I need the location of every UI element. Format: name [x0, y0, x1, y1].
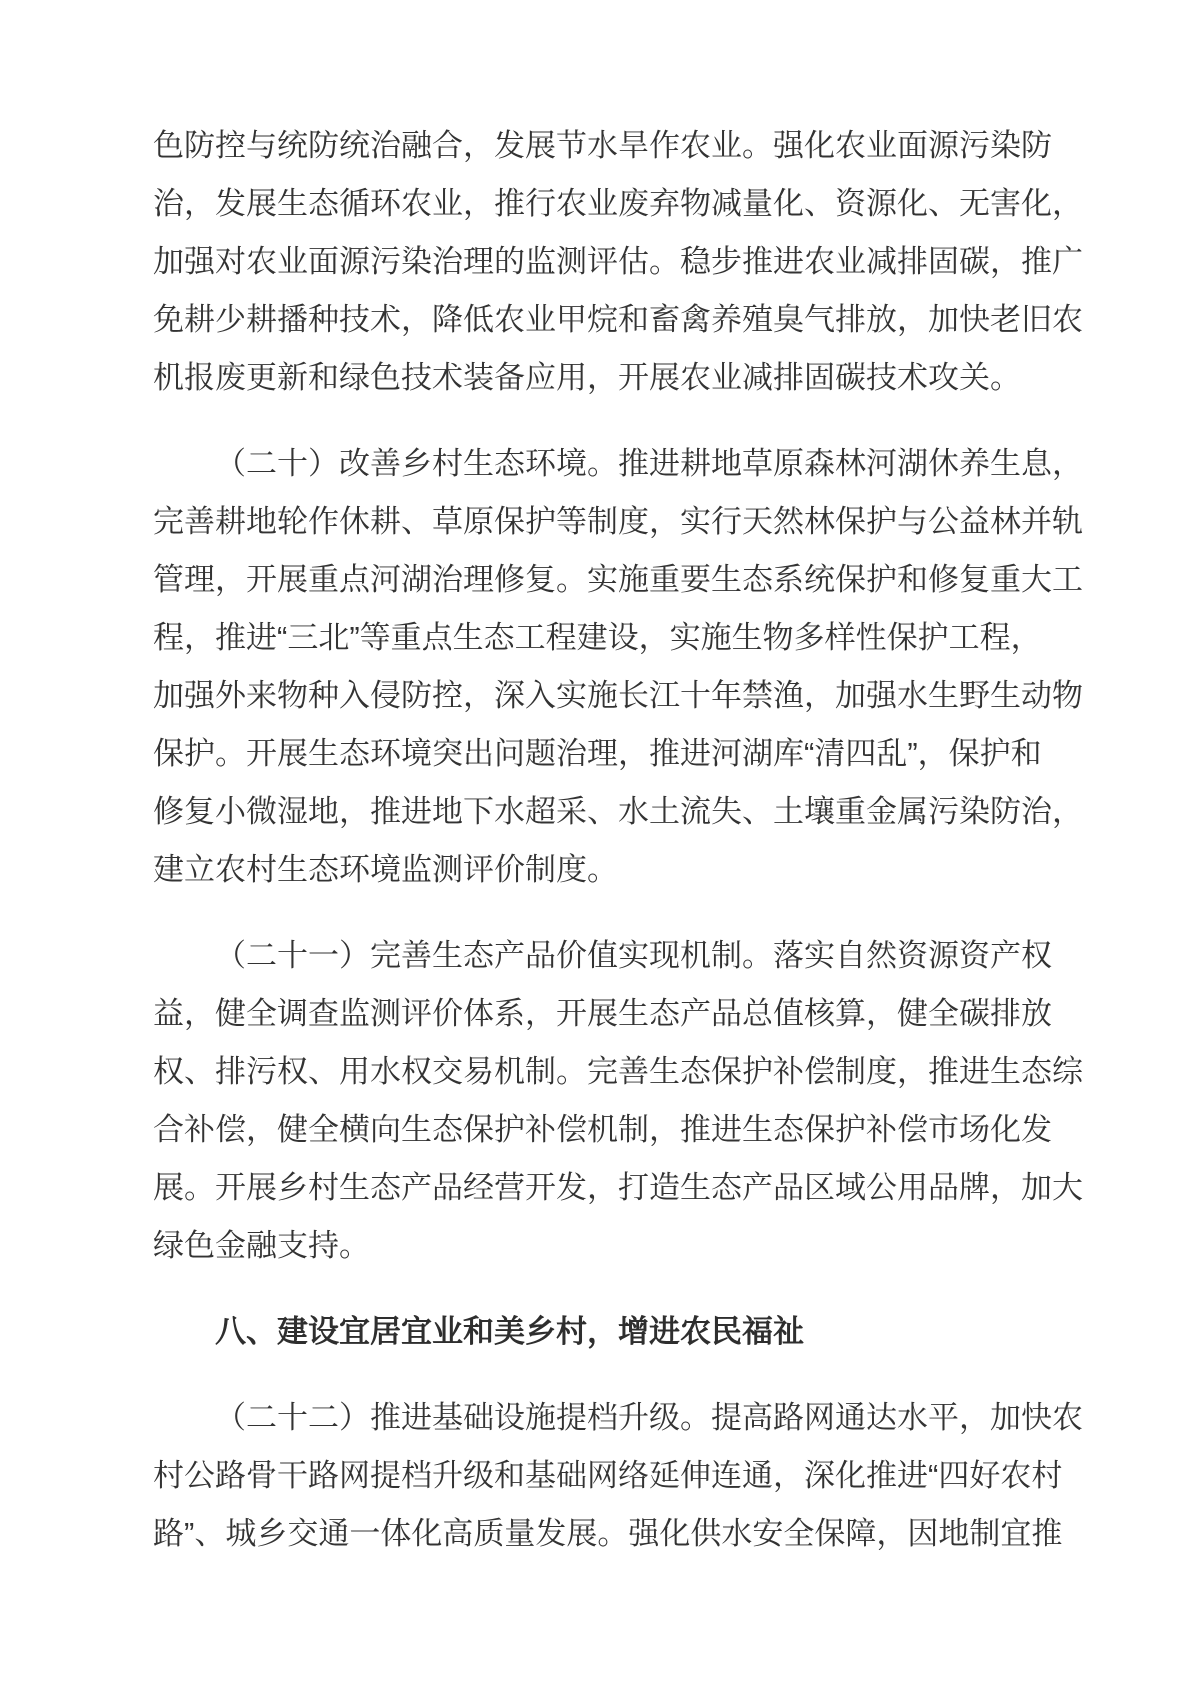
- section-8-heading: [153, 1303, 1049, 1361]
- text-line: 加强对农业面源污染治理的监测评估。稳步推进农业减排固碳，推广: [153, 244, 1083, 279]
- text-line: 益，健全调查监测评价体系，开展生态产品总值核算，健全碳排放: [153, 996, 1052, 1031]
- text-line: 程，推进“三北”等重点生态工程建设，实施生物多样性保护工程，: [153, 620, 1042, 655]
- text-line: 色防控与统防统治融合，发展节水旱作农业。强化农业面源污染防: [153, 128, 1052, 163]
- text-line: 村公路骨干路网提档升级和基础网络延伸连通，深化推进“四好农村: [153, 1458, 1063, 1493]
- text-line: 修复小微湿地，推进地下水超采、水土流失、土壤重金属污染防治，: [153, 794, 1083, 829]
- paragraph-section-22-infrastructure: [153, 1389, 1083, 1563]
- text-line: 路”、城乡交通一体化高质量发展。强化供水安全保障，因地制宜推: [153, 1516, 1063, 1551]
- paragraph-section-20-rural-ecology: [153, 435, 1083, 899]
- text-line: 权、排污权、用水权交易机制。完善生态保护补偿制度，推进生态综: [153, 1054, 1083, 1089]
- text-line: 建立农村生态环境监测评价制度。: [153, 852, 618, 887]
- text-line: 机报废更新和绿色技术装备应用，开展农业减排固碳技术攻关。: [153, 360, 1021, 395]
- text-line: 完善耕地轮作休耕、草原保护等制度，实行天然林保护与公益林并轨: [153, 504, 1083, 539]
- heading-text-line: 八、建设宜居宜业和美乡村，增进农民福祉: [215, 1314, 804, 1349]
- text-line: （二十）改善乡村生态环境。推进耕地草原森林河湖休养生息，: [215, 446, 1083, 481]
- text-line: 绿色金融支持。: [153, 1228, 370, 1263]
- document-content: [153, 117, 1083, 1563]
- text-line: 展。开展乡村生态产品经营开发，打造生态产品区域公用品牌，加大: [153, 1170, 1083, 1205]
- text-line: 管理，开展重点河湖治理修复。实施重要生态系统保护和修复重大工: [153, 562, 1083, 597]
- text-line: （二十二）推进基础设施提档升级。提高路网通达水平，加快农: [215, 1400, 1083, 1435]
- paragraph-section-21-ecological-product-value: [153, 927, 1083, 1275]
- text-line: 保护。开展生态环境突出问题治理，推进河湖库“清四乱”，保护和: [153, 736, 1042, 771]
- text-line: 免耕少耕播种技术，降低农业甲烷和畜禽养殖臭气排放，加快老旧农: [153, 302, 1083, 337]
- text-line: 合补偿，健全横向生态保护补偿机制，推进生态保护补偿市场化发: [153, 1112, 1052, 1147]
- text-line: 治，发展生态循环农业，推行农业废弃物减量化、资源化、无害化，: [153, 186, 1083, 221]
- paragraph-agriculture-pollution-continuation: [153, 117, 1083, 407]
- text-line: 加强外来物种入侵防控，深入实施长江十年禁渔，加强水生野生动物: [153, 678, 1083, 713]
- text-line: （二十一）完善生态产品价值实现机制。落实自然资源资产权: [215, 938, 1052, 973]
